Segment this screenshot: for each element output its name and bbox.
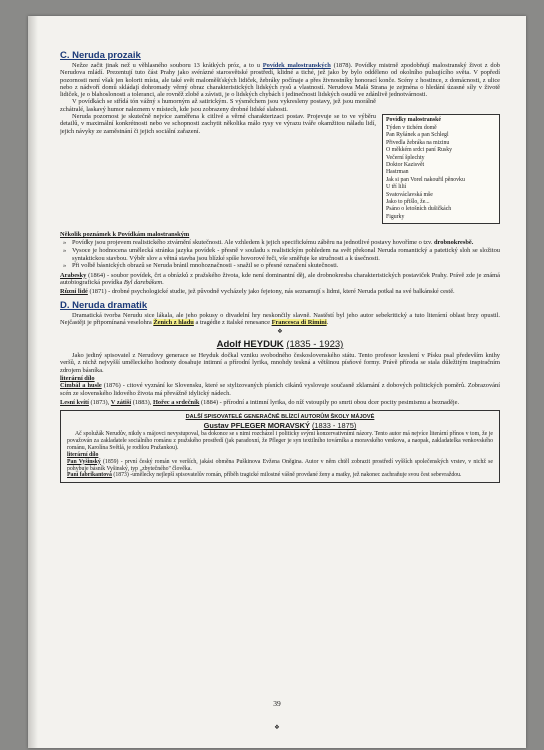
author-years: (1833 - 1875) — [311, 421, 357, 431]
povidky-list-item: Doktor Kazisvět — [386, 161, 425, 168]
works-label-text: literární dílo — [60, 375, 95, 383]
text-run: (1873) -umělecky nejlepší spisovatelův román, příběh tragické milostné vášně provdané ženy a matky, jež nakonec zachraňuje svou čest sebevraždou. — [111, 472, 462, 479]
work-title: V zátiší — [110, 398, 132, 406]
povidky-list-item: Týden v tichém domě — [386, 124, 437, 131]
other-prose-works — [60, 272, 500, 296]
page-number: 39 — [273, 699, 281, 708]
diamond-divider-icon: ❖ — [277, 329, 283, 336]
paragraph-heyduk: Jako jediný spisovatel z Nerudovy generace se Heyduk dočkal vzniku svobodného československého státu. Tento profesor kreslení v Písku psal především knihy veršů, z nichž nejvyšší uměleckého hodnoty dosahuje intimní a přírodní lyrika, mnohdy teskná a většinou písňové formy. Právě příroda se stala důležitým inspiračním zdrojem básníka. — [60, 352, 500, 374]
povidky-list-item: Figurky — [386, 213, 405, 220]
povidky-section — [60, 62, 500, 228]
diamond-divider-icon: ❖ — [274, 725, 280, 731]
text-run: . — [326, 318, 329, 326]
text-run: a tragédie z italské renesance — [193, 318, 272, 326]
povidky-list-box — [382, 114, 500, 224]
povidky-list-item: Večerní šplechty — [386, 154, 425, 161]
text-run: Povídky jsou projevem realistického ztvárnění skutečnosti. Ale vzhledem k jejich specifickému záběru na jednotlivé postavy hovoříme o tzv. — [72, 239, 434, 247]
text-run: (1878). Povídky mistrně zpodobňují malostranský život z dob Nerudova mládí. Prezentují tuto část Prahy jako svérázné starosvětské prostředí, klidné a tiché, jež jako by bylo odděleno od okolního pulsujícího světa. V popředí pozornosti není však jen kolorit místa, ale také svět maloměšťských lidiček, žebráky počínaje a přes živnostníky honorací konče. Scény z hostince, z domácnosti, z ulice nebo z nádvoří domů skládají dohromady věrný obraz charakteristických lidských rysů a vlastností. Nerudova Malá Strana je zejména o hledání úzasné síly v životě lidiček, je o blahoslonosti a toleranci, ale rovněž zlobě a závisti, je o lidských chybách i jedinečnosti lidských osudů ve zdánlivě jednotvárnosti. — [60, 62, 500, 99]
heyduk-works — [60, 375, 500, 406]
list-item — [63, 239, 500, 247]
binding-shadow — [28, 16, 38, 748]
text-run: (1871) - drobné psychologické studie, jež původně vycházely jako fejetony, nás seznamují s lidmi, které Neruda potkal na své balkánské cestě. — [87, 288, 455, 296]
povidky-list-item: Přivedla žebráka na mizinu — [386, 139, 450, 146]
other-writers-box — [60, 410, 500, 483]
section-heading-neruda-prozaik: C. Neruda prozaik — [60, 50, 141, 61]
povidky-list-heading: Povídky malostranské — [386, 117, 441, 124]
work-arabesky — [60, 272, 500, 287]
notes-heading: Několik poznámek k Povídkám malostranským — [60, 231, 190, 239]
work-title: Hořec a srdečník — [152, 398, 200, 406]
highlighted-title: Francesca di Rimini — [271, 318, 327, 326]
list-item — [63, 247, 500, 262]
text-run: (1884) - přírodní a intimní lyrika, do níž vstoupily po smrti obou dcer pocity pesimismu a beznaděje. — [199, 398, 460, 406]
work-ruzni-lide — [60, 288, 500, 295]
work-pan-vysinsky — [67, 459, 493, 473]
work-pani-fabrikantova — [67, 472, 493, 479]
povidky-list-item: Jak si pan Vorel nakouřil pěnovku — [386, 176, 465, 183]
text-run: (1873), — [88, 398, 111, 406]
notes-list — [60, 239, 500, 269]
works-label — [67, 452, 493, 459]
paragraph-povidky-intro — [60, 62, 500, 98]
list-item — [63, 262, 500, 270]
povidky-list-item: Hastrman — [386, 169, 409, 176]
text-run: . — [162, 278, 164, 286]
paragraph-characterization: Neruda pozornost je skutečně nejvíce zaměřena k citlivé a věrné charakterizaci postav. Projevuje se to ve výběru detailů, v maximální konkrétnosti nebo ve schopnosti zachytit několika málo rysy ve výrazu tváře okamžitou náladu lidí, jejich návyky ze zaměstnání či jejich sociální zařazení. — [60, 113, 376, 135]
povidky-list-item: U tří lilií — [386, 184, 407, 191]
term-drobnokresba: drobnokresbě. — [433, 239, 474, 247]
text-run: (1859) - první český román ve verších, jakási obměna Puškinova Evžena Oněgina. Autor v něm chtěl zobrazit prostředí vyšších společenských vrstev, v nichž se pohybuje básník Vyšinský, typ „zbytečného" člověka. — [67, 458, 493, 472]
paragraph-tone: V povídkách se střídá tón vážný s humorným až satirickým. S výsměchem jsou vykresleny postavy, jež jsou morálně zchátralé, laskavý humor naleznem v místech, kde jsou zobrazeny drobné lidské slabosti. — [60, 98, 376, 113]
work-cimbal — [60, 382, 500, 397]
other-writers-title: DALŠÍ SPISOVATELÉ GENERAČNĚ BLÍZCÍ AUTORŮM ŠKOLY MÁJOVÉ — [185, 414, 375, 421]
povidky-list-item: Psáno o letošních dušičkách — [386, 206, 452, 213]
work-title: Lesní kvítí — [60, 398, 89, 406]
text-run: Dramatická tvorba Nerudu sice lákala, ale jeho pokusy o divadelní hry neskončily slavně. Nastěstí byl jeho autor sebekritický a tuto literární oblast brzy opustil. Nejčastěji je připomínaná veselohra — [60, 311, 500, 326]
povidky-list-item: O měkkém srdci paní Rusky — [386, 147, 453, 154]
text-run: (1864) - soubor povídek, črt a obrázků z pražského života, kde není dominantní děj, ale drobnokresba charakteristických postaviček Prahy. Právě zde je známá autobiografická povídka — [60, 271, 500, 286]
work-title: Arabesky — [60, 271, 87, 279]
author-heading-pfleger — [67, 423, 493, 430]
works-label-text: literární dílo — [67, 451, 99, 458]
text-run: (1876) - citové vyznání ke Slovensku, které se stylizovaných písních cikánů vyslovuje současně zklamání z dobových politických poměrů. Zobrazování scén ze slovenského lidového života má převážně idylický nádech. — [60, 382, 500, 397]
paragraph-drama — [60, 312, 500, 327]
text-run: Při volbě básnických obrazů se Neruda bránil mnohoznačnosti - snažil se o přesné označení skutečnosti. — [72, 262, 339, 270]
povidky-list-item: Jako to přišlo, že... — [386, 198, 430, 205]
author-heading-heyduk — [60, 339, 500, 350]
page-content — [60, 50, 500, 483]
bullet-icon: » — [63, 239, 67, 247]
povidky-list-item: Svatováclavská mše — [386, 191, 433, 198]
section-heading-neruda-dramatik: D. Neruda dramatik — [60, 299, 148, 311]
work-title: Různí lidé — [60, 288, 88, 296]
work-subtitle: Byl darebákem — [123, 278, 163, 286]
work-title: Pan Vyšinský — [67, 458, 101, 465]
bullet-icon: » — [63, 262, 67, 270]
author-name: Adolf HEYDUK — [216, 339, 284, 351]
author-name: Gustav PFLEGER MORAVSKÝ — [203, 421, 310, 431]
povidky-title-link: Povídek malostranských — [262, 62, 331, 69]
work-title: Paní fabrikantová — [67, 472, 112, 479]
document-page — [28, 16, 526, 748]
highlighted-title: Ženich z hladu — [153, 318, 194, 326]
povidky-list-item: Pan Ryšánek a pan Schlegl — [386, 132, 449, 139]
work-lesni-kviti — [60, 399, 500, 406]
bullet-icon: » — [63, 247, 67, 255]
author-years: (1835 - 1923) — [286, 339, 344, 351]
work-title: Cimbál a husle — [60, 382, 102, 390]
works-label — [60, 375, 500, 382]
text-run: Vysoce je hodnocena umělecká stránka jazyka povídek - přesně v souladu s realistickým pohledem na svět překonal Neruda romantický a patetický sloh se složitou syntaktickou stavbou. Výběr slov a větná stavba jsou blízké spíše hovorové řeči, vše směřuje ke stručnosti a k úsečnosti. — [72, 247, 500, 262]
text-run: (1883), — [131, 398, 153, 406]
paragraph-pfleger: Ač spolužák Nerudův, nikdy s májovci nevystupoval, ba dokonce se s nimi rozcházel i politicky svými konzervativními názory. Tento autor má nejvíce literární přínos v tom, že je považován za zakladatele sociálního románu z pražského prostředí (jak paradoxní, že Pfleger je syn textilního továrníka a moravského venkova, a naopak, zakladatelka venkovského románu, Karolína Světlá, je rodilou Pražankou). — [67, 431, 493, 451]
text-run: Nežze začit jinak než u věhlasného souboru 13 krátkých próz, a to u — [72, 62, 263, 69]
